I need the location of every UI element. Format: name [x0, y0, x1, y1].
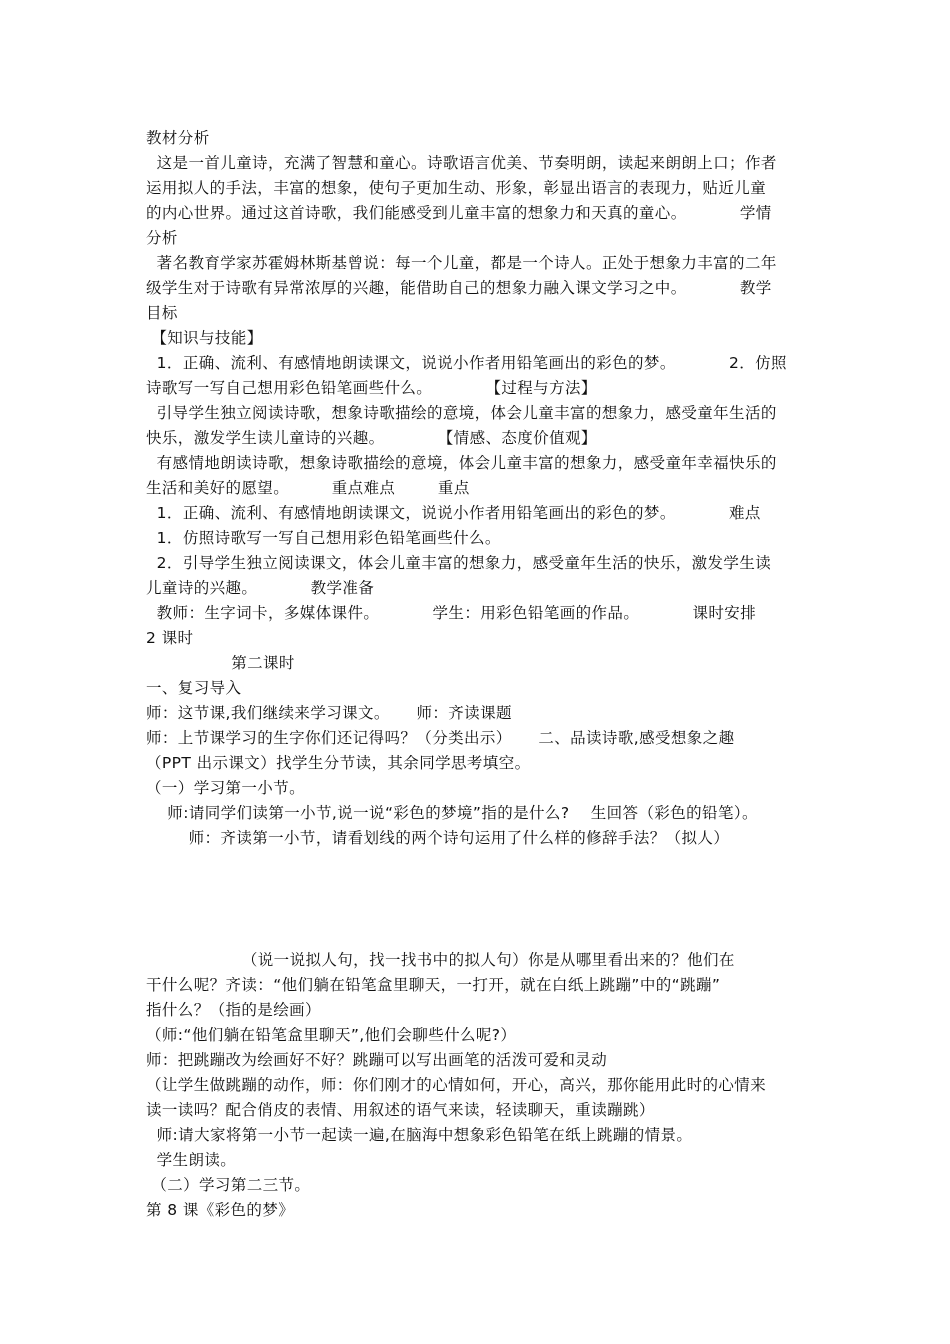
- heading-student-analysis: 分析: [146, 229, 178, 247]
- section-knowledge-skills: 【知识与技能】: [146, 329, 263, 347]
- paragraph-line: 干什么呢？齐读：“他们躺在铅笔盒里聊天，一打开，就在白纸上跳蹦”中的“跳蹦”: [146, 976, 721, 994]
- paragraph-line: 师：把跳蹦改为绘画好不好？跳蹦可以写出画笔的活泼可爱和灵动: [146, 1051, 608, 1069]
- paragraph-line: （说一说拟人句，找一找书中的拟人句）你是从哪里看出来的？他们在: [146, 951, 735, 969]
- paragraph-line: 师:请同学们读第一小节,说一说“彩色的梦境”指的是什么? 生回答（彩色的铅笔）。: [146, 804, 758, 822]
- paragraph-line: 师：上节课学习的生字你们还记得吗？（分类出示） 二、品读诗歌,感受想象之趣: [146, 729, 735, 747]
- paragraph-line: 1．正确、流利、有感情地朗读课文，说说小作者用铅笔画出的彩色的梦。 难点: [146, 504, 761, 522]
- heading-textbook-analysis: 教材分析: [146, 129, 210, 147]
- paragraph-line: （一）学习第一小节。: [146, 779, 306, 797]
- paragraph-line: 生活和美好的愿望。 重点难点 重点: [146, 479, 470, 497]
- paragraph-line: 运用拟人的手法，丰富的想象，使句子更加生动、形象，彰显出语言的表现力，贴近儿童: [146, 179, 767, 197]
- paragraph-line: 读一读吗？配合俏皮的表情、用叙述的语气来读，轻读聊天，重读蹦跳）: [146, 1101, 655, 1119]
- paragraph-line: 师：这节课,我们继续来学习课文。 师：齐读课题: [146, 704, 512, 722]
- paragraph-line: 学生朗读。: [146, 1151, 237, 1169]
- heading-teaching-goals: 目标: [146, 304, 178, 322]
- page-footer-title: 第 8 课《彩色的梦》: [146, 1201, 295, 1219]
- paragraph-line: （PPT 出示课文）找学生分节读，其余同学思考填空。: [146, 754, 531, 772]
- paragraph-line: 级学生对于诗歌有异常浓厚的兴趣，能借助自己的想象力融入课文学习之中。 教学: [146, 279, 772, 297]
- paragraph-line: 1．仿照诗歌写一写自己想用彩色铅笔画些什么。: [146, 529, 501, 547]
- paragraph-line: 这是一首儿童诗，充满了智慧和童心。诗歌语言优美、节奏明朗，读起来朗朗上口；作者: [146, 154, 777, 172]
- paragraph-line: 诗歌写一写自己想用彩色铅笔画些什么。 【过程与方法】: [146, 379, 597, 397]
- paragraph-line: 的内心世界。通过这首诗歌，我们能感受到儿童丰富的想象力和天真的童心。 学情: [146, 204, 772, 222]
- paragraph-line: 快乐，激发学生读儿童诗的兴趣。 【情感、态度价值观】: [146, 429, 597, 447]
- paragraph-line: 师:请大家将第一小节一起读一遍,在脑海中想象彩色铅笔在纸上跳蹦的情景。: [146, 1126, 693, 1144]
- paragraph-line: 师：齐读第一小节，请看划线的两个诗句运用了什么样的修辞手法？（拟人）: [146, 829, 730, 847]
- lesson-title: 第二课时: [146, 654, 295, 672]
- paragraph-line: 儿童诗的兴趣。 教学准备: [146, 579, 375, 597]
- paragraph-line: 2 课时: [146, 629, 194, 647]
- paragraph-line: 有感情地朗读诗歌，想象诗歌描绘的意境，体会儿童丰富的想象力，感受童年幸福快乐的: [146, 454, 777, 472]
- paragraph-line: 1．正确、流利、有感情地朗读课文，说说小作者用铅笔画出的彩色的梦。 2．仿照: [146, 354, 787, 372]
- section-review: 一、复习导入: [146, 679, 242, 697]
- paragraph-line: （让学生做跳蹦的动作，师：你们刚才的心情如何，开心，高兴，那你能用此时的心情来: [146, 1076, 767, 1094]
- paragraph-line: 引导学生独立阅读诗歌，想象诗歌描绘的意境，体会儿童丰富的想象力，感受童年生活的: [146, 404, 777, 422]
- paragraph-line: 指什么？（指的是绘画）: [146, 1001, 321, 1019]
- paragraph-line: 教师：生字词卡，多媒体课件。 学生：用彩色铅笔画的作品。 课时安排: [146, 604, 757, 622]
- paragraph-line: （二）学习第二三节。: [146, 1176, 311, 1194]
- paragraph-line: 2．引导学生独立阅读课文，体会儿童丰富的想象力，感受童年生活的快乐，激发学生读: [146, 554, 772, 572]
- paragraph-line: 著名教育学家苏霍姆林斯基曾说：每一个儿童，都是一个诗人。正处于想象力丰富的二年: [146, 254, 777, 272]
- paragraph-line: （师:“他们躺在铅笔盒里聊天”,他们会聊些什么呢?）: [146, 1026, 517, 1044]
